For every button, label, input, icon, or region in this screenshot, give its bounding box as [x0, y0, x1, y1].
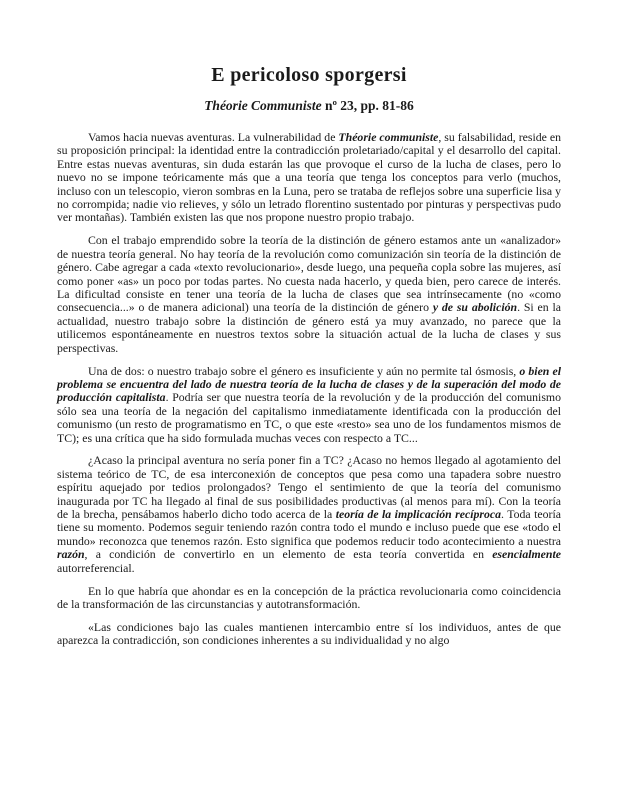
text-segment: Con el trabajo emprendido sobre la teoría de la distinción de género estamos ante un «analizador» de nuestra teoría general. No hay teoría de la revolución como comunización sin teoría de la distinción de género. Cabe agregar a cada «texto revolucionario», desde luego, una pequeña copla sobre las mujeres, así como poner «as» un poco por todas partes. No cuesta nada hacerlo, y queda bien, pero carece de interés. La dificultad consiste en tener una teoría de la lucha de clases que sea intrínsecamente (no «como consecuencia...» o de manera adicional) una teoría de la distinción de género [57, 233, 561, 315]
paragraph [57, 365, 561, 445]
text-segment: Théorie Communiste [204, 98, 322, 113]
text-segment: teoría de la implicación recíproca [335, 507, 502, 522]
text-segment: ¿Acaso la principal aventura no sería poner fin a TC? ¿Acaso no hemos llegado al agotamiento del sistema teórico de TC, de esa interconexión de conceptos que pesa como una tapadera sobre nuestro espíritu aquejado por tedios prolongados? Tengo el sentimiento de que la teoría del comunismo inaugurada por TC ha llegado al final de sus posibilidades productivas (al menos para mí). Con la teoría de la brecha, pensábamos haberlo dicho todo acerca de la [57, 453, 561, 522]
text-segment: . Podría ser que nuestra teoría de la revolución y de la producción del comunismo sólo sea una teoría de la negación del capitalismo inmediatamente identificada con la producción del comunismo (un resto de programatismo en TC, o que este «resto» sea uno de los fundamentos mismos de TC); es una crítica que ha sido formulada muchas veces con respecto a TC... [57, 390, 561, 445]
paragraph [57, 234, 561, 355]
text-segment: Vamos hacia nuevas aventuras. La vulnerabilidad de [88, 130, 339, 144]
text-segment: . Si en la actualidad, nuestro trabajo sobre la distinción de género está ya muy avanzado, no parece que la utilicemos espontáneamente en nuestros textos sobre la situación actual de la lucha de clases y sus perspectivas. [57, 300, 561, 355]
paragraph [57, 585, 561, 612]
document-subtitle [57, 98, 561, 114]
document-title: E pericoloso sporgersi [211, 64, 407, 86]
text-segment: , a condición de convertirlo en un elemento de esta teoría convertida en [84, 547, 493, 562]
text-segment: y de su abolición [432, 300, 518, 315]
text-segment: En lo que habría que ahondar es en la concepción de la práctica revolucionaria como coincidencia de la transformación de las circunstancias y autotransformación. [57, 583, 561, 611]
text-segment: . Toda teoría tiene su momento. Podemos seguir teniendo razón contra todo el mundo e incluso puede que ese «todo el mundo» reconozca que tenemos razón. Esto significa que podemos reducir todo acontecimiento a nuestra [57, 507, 562, 548]
document-body [57, 131, 561, 648]
text-segment: nº 23, pp. 81-86 [321, 98, 414, 113]
paragraph [57, 454, 561, 575]
text-segment: «Las condiciones bajo las cuales mantienen intercambio entre sí los individuos, antes de que aparezca la contradicción, son condiciones inherentes a su individualidad y no algo [57, 619, 561, 648]
text-segment: Théorie communiste [338, 130, 439, 144]
text-segment: o bien el problema se encuentra del lado de nuestra teoría de la lucha de clases y de la superación del modo de producción capitalista [57, 363, 561, 405]
paragraph [57, 621, 561, 648]
paragraph [57, 131, 561, 225]
text-segment: razón [57, 547, 85, 562]
text-segment: Una de dos: o nuestro trabajo sobre el género es insuficiente y aún no permite tal ósmosis, [88, 363, 520, 378]
text-segment: , su falsabilidad, reside en su proposición principal: la identidad entre la contradicción proletariado/capital y el desarrollo del capital. Entre estas nuevas aventuras, sin duda estarán las que provoque el curso de la lucha de clases, pero lo nuevo no se impone teóricamente más que a una teoría que tenga los conceptos para verlo (muchos, incluso con un telescopio, vieron sombras en la Luna, pero se trataba de reflejos sobre una superficie lisa y no corrompida; nadie vio relieves, y sólo un letrado florentino sustentado por pinturas y perspectivas pudo ver montañas). También existen las que nos propone nuestro propio trabajo. [57, 130, 561, 225]
text-segment: autorreferencial. [57, 560, 135, 575]
text-segment: esencialmente [492, 547, 561, 562]
